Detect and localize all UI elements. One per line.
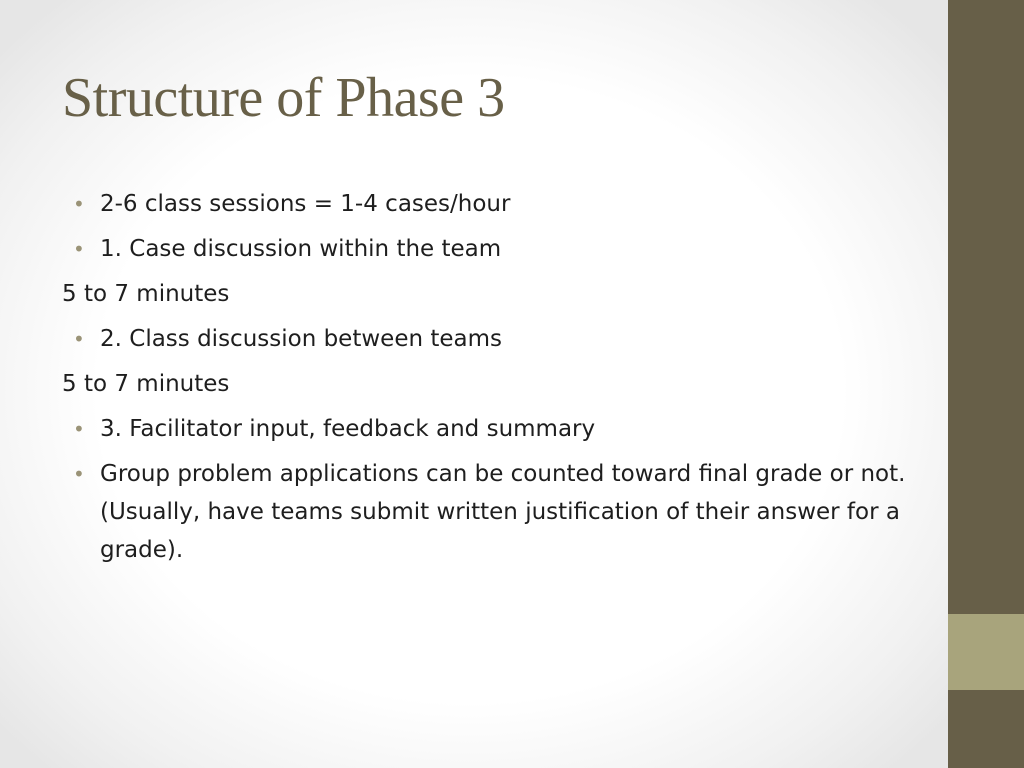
bullet-text: 2. Class discussion between teams <box>100 326 503 352</box>
bullet-item <box>62 320 912 358</box>
bullet-item <box>62 410 912 448</box>
plain-line: 5 to 7 minutes <box>62 281 230 307</box>
bullet-dot-icon: • <box>73 462 85 486</box>
plain-line: 5 to 7 minutes <box>62 371 230 397</box>
bullet-dot-icon: • <box>73 417 85 441</box>
bullet-text: 1. Case discussion within the team <box>100 236 502 262</box>
bullet-item <box>62 455 912 569</box>
bullet-text: Group problem applications can be counted toward final grade or not. (Usually, have teams submit written justification of their answer for a grade). <box>100 461 906 563</box>
bullet-dot-icon: • <box>73 237 85 261</box>
decorative-side-bar-accent <box>948 614 1024 690</box>
bullet-dot-icon: • <box>73 327 85 351</box>
slide-content <box>62 185 912 576</box>
slide-title: Structure of Phase 3 <box>62 67 505 129</box>
bullet-text: 3. Facilitator input, feedback and summary <box>100 416 596 442</box>
bullet-text: 2-6 class sessions = 1-4 cases/hour <box>100 191 511 217</box>
bullet-item <box>62 230 912 268</box>
bullet-item <box>62 185 912 223</box>
bullet-dot-icon: • <box>73 192 85 216</box>
